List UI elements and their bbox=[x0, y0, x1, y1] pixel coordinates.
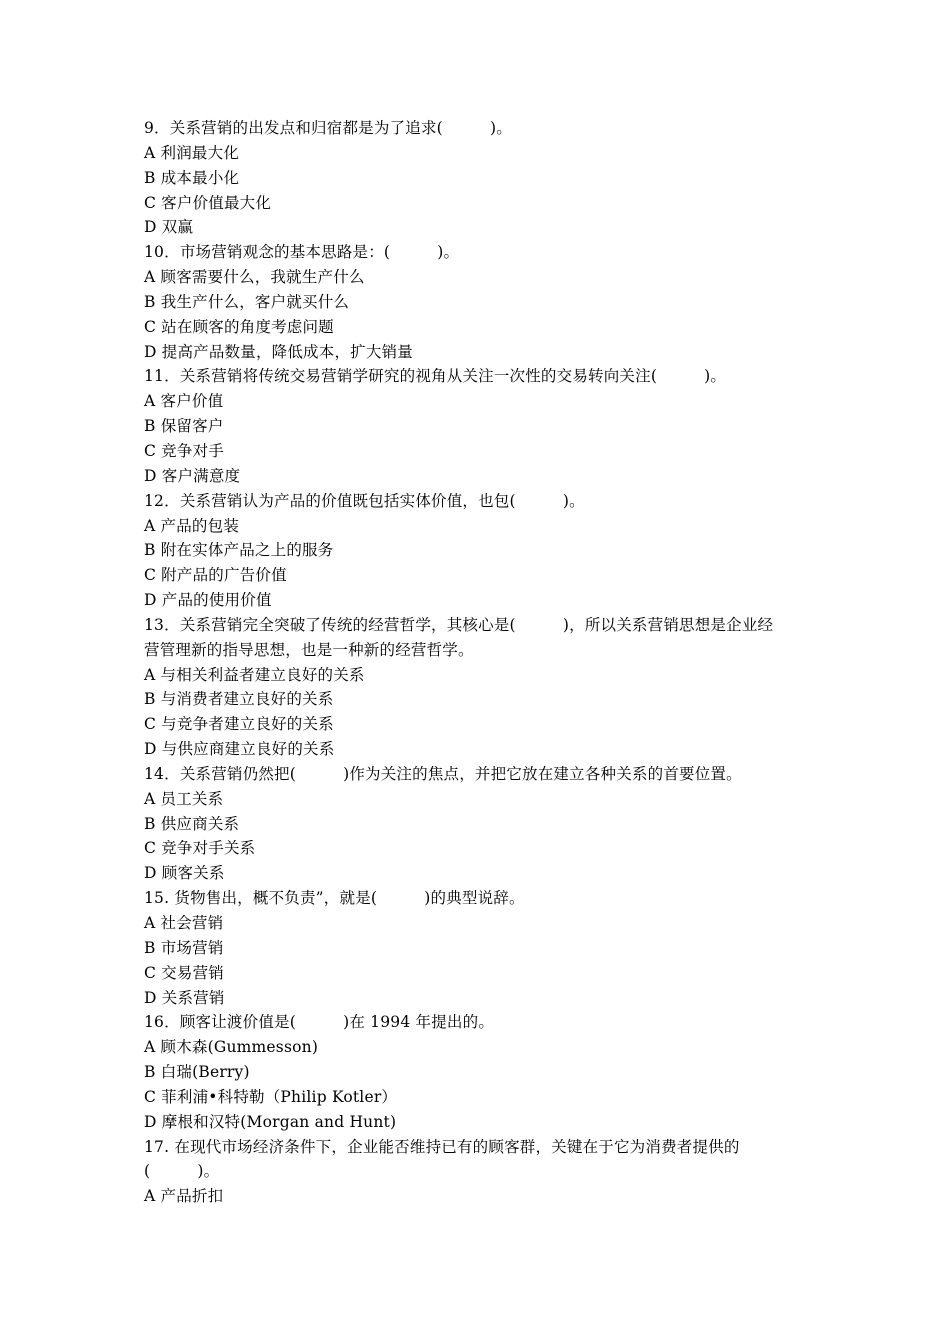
question-12-option-d: D 产品的使用价值 bbox=[144, 591, 272, 610]
question-15-option-d: D 关系营销 bbox=[144, 988, 225, 1007]
question-15-option-c: C 交易营销 bbox=[144, 963, 224, 982]
question-15-stem: 15. 货物售出，概不负责”，就是( )的典型说辞。 bbox=[144, 889, 525, 908]
question-9-stem: 9．关系营销的出发点和归宿都是为了追求( )。 bbox=[144, 119, 512, 137]
question-14-option-d: D 顾客关系 bbox=[144, 864, 225, 883]
question-17-option-a: A 产品折扣 bbox=[144, 1187, 224, 1206]
question-11-option-d: D 客户满意度 bbox=[144, 466, 241, 485]
question-17-stem-line-2: ( )。 bbox=[144, 1162, 220, 1181]
question-13-stem-line-2: 营管理新的指导思想，也是一种新的经营哲学。 bbox=[144, 640, 474, 659]
question-13-option-c: C 与竞争者建立良好的关系 bbox=[144, 715, 334, 734]
question-13-option-d: D 与供应商建立良好的关系 bbox=[144, 740, 335, 759]
question-10-option-b: B 我生产什么，客户就买什么 bbox=[144, 292, 350, 311]
question-12-stem: 12．关系营销认为产品的价值既包括实体价值，也包( )。 bbox=[144, 491, 585, 510]
question-11-option-a: A 客户价值 bbox=[144, 392, 224, 411]
question-9-option-b: B 成本最小化 bbox=[144, 168, 240, 187]
question-10-option-a: A 顾客需要什么，我就生产什么 bbox=[144, 268, 365, 287]
question-13-option-b: B 与消费者建立良好的关系 bbox=[144, 690, 334, 709]
document-page bbox=[144, 116, 810, 1209]
question-12-option-b: B 附在实体产品之上的服务 bbox=[144, 541, 334, 560]
question-16-option-c: C 菲利浦•科特勒（Philip Kotler） bbox=[144, 1087, 398, 1106]
question-11-option-c: C 竞争对手 bbox=[144, 441, 224, 460]
question-14-option-b: B 供应商关系 bbox=[144, 814, 240, 833]
question-16-option-d: D 摩根和汉特(Morgan and Hunt) bbox=[144, 1112, 397, 1131]
question-12-option-a: A 产品的包装 bbox=[144, 516, 240, 535]
question-11-option-b: B 保留客户 bbox=[144, 417, 224, 436]
question-14-option-c: C 竞争对手关系 bbox=[144, 839, 256, 858]
question-16-stem: 16．顾客让渡价值是( )在 1994 年提出的。 bbox=[144, 1013, 495, 1032]
question-16-option-a: A 顾木森(Gummesson) bbox=[144, 1038, 319, 1057]
question-9-option-d: D 双赢 bbox=[144, 218, 194, 237]
question-12-option-c: C 附产品的广告价值 bbox=[144, 566, 287, 585]
question-16-option-b: B 白瑞(Berry) bbox=[144, 1063, 250, 1082]
question-10-option-c: C 站在顾客的角度考虑问题 bbox=[144, 317, 334, 336]
question-9-option-a: A 利润最大化 bbox=[144, 143, 240, 162]
question-9-option-c: C 客户价值最大化 bbox=[144, 193, 272, 212]
question-17-stem-line-1: 17. 在现代市场经济条件下，企业能否维持已有的顾客群，关键在于它为消费者提供的 bbox=[144, 1137, 740, 1156]
question-11-stem: 11．关系营销将传统交易营销学研究的视角从关注一次性的交易转向关注( )。 bbox=[144, 367, 727, 386]
question-13-option-a: A 与相关利益者建立良好的关系 bbox=[144, 665, 365, 684]
question-14-stem: 14．关系营销仍然把( )作为关注的焦点，并把它放在建立各种关系的首要位置。 bbox=[144, 764, 742, 783]
question-10-option-d: D 提高产品数量，降低成本，扩大销量 bbox=[144, 342, 413, 361]
question-14-option-a: A 员工关系 bbox=[144, 789, 224, 808]
question-10-stem: 10．市场营销观念的基本思路是：( )。 bbox=[144, 243, 460, 262]
question-15-option-a: A 社会营销 bbox=[144, 914, 224, 932]
question-15-option-b: B 市场营销 bbox=[144, 938, 224, 957]
question-13-stem-line-1: 13．关系营销完全突破了传统的经营哲学，其核心是( )，所以关系营销思想是企业经 bbox=[144, 615, 774, 634]
